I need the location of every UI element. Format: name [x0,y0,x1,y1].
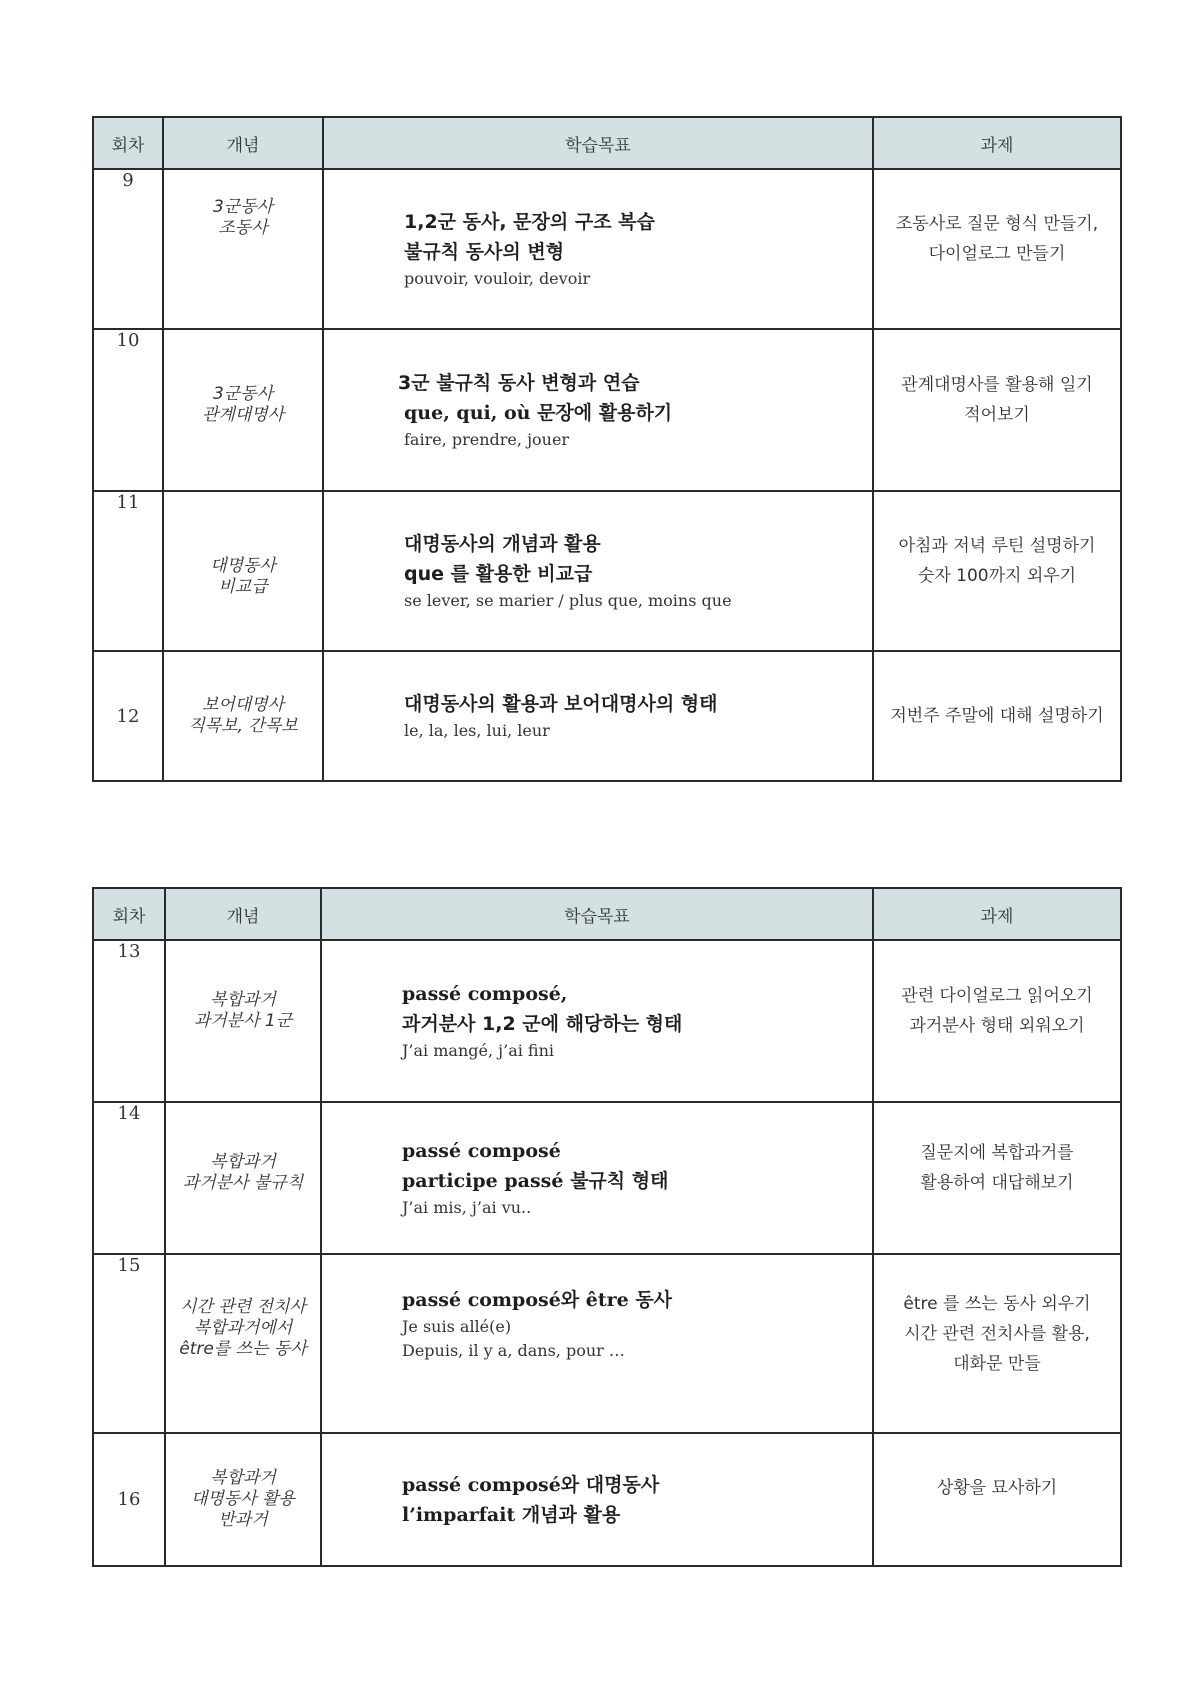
goal-bold-line: que, qui, où 문장에 활용하기 [404,402,673,424]
concept-line: 복합과거 [210,1152,276,1172]
task-line: 적어보기 [964,405,1030,425]
goal-cell [323,651,873,781]
goal-cell [321,1433,873,1566]
concept-line: 관계대명사 [201,405,285,425]
task-cell [873,329,1121,491]
concept-line: 반과거 [218,1510,268,1530]
goal-bold-line: passé composé와 être 동사 [402,1288,673,1311]
task-cell [873,491,1121,651]
curriculum-table [92,116,1122,782]
goal-bold-line: 대명동사의 개념과 활용 [404,533,601,555]
concept-cell [163,491,323,651]
header-concept: 개념 [163,117,323,169]
goal-bold-line: 1,2군 동사, 문장의 구조 복습 [404,211,655,233]
task-line: 관련 다이얼로그 읽어오기 [901,986,1093,1006]
task-cell [873,1433,1121,1566]
goal-bold-line: passé composé, [402,983,568,1005]
goal-bold-line: participe passé 불규칙 형태 [402,1170,669,1192]
session-number: 13 [93,940,165,1102]
header-concept: 개념 [165,888,321,940]
task-cell [873,940,1121,1102]
concept-line: 3군동사 [212,197,274,217]
task-line: 과거분사 형태 외워오기 [909,1016,1085,1036]
curriculum-table [92,887,1122,1567]
table-header-row [93,117,1121,169]
session-number: 14 [93,1102,165,1254]
goal-content [324,207,872,291]
concept-line: 복합과거 [210,990,276,1010]
task-line: 관계대명사를 활용해 일기 [901,375,1093,395]
table-header-row [93,888,1121,940]
concept-line: 과거분사 불규칙 [182,1173,304,1193]
concept-line: 비교급 [218,577,268,597]
task-cell [873,169,1121,329]
task-line: 저번주 주말에 대해 설명하기 [890,706,1104,726]
goal-plain-line: Je suis allé(e) [402,1316,512,1336]
goal-plain-line: faire, prendre, jouer [404,430,570,449]
concept-line: 대명동사 활용 [191,1489,295,1509]
goal-bold-line: 3군 불규칙 동사 변형과 연습 [398,372,640,394]
concept-line: 대명동사 [210,556,276,576]
goal-cell [321,940,873,1102]
concept-line: 복합과거에서 [193,1318,293,1338]
goal-bold-line: passé composé와 대명동사 [402,1473,660,1496]
task-cell [873,1254,1121,1433]
goal-content [322,1470,872,1530]
task-line: 아침과 저녁 루틴 설명하기 [898,536,1096,556]
concept-line: 조동사 [218,218,268,238]
goal-content [324,529,872,613]
concept-line: 직목보, 간목보 [188,716,298,736]
session-number: 9 [93,169,163,329]
concept-cell [163,169,323,329]
session-number: 11 [93,491,163,651]
header-goal: 학습목표 [321,888,873,940]
goal-content [324,368,872,452]
session-number: 10 [93,329,163,491]
concept-cell [165,1102,321,1254]
task-line: 조동사로 질문 형식 만들기, [895,214,1099,234]
task-cell [873,1102,1121,1254]
concept-line: 보어대명사 [201,695,285,715]
goal-bold-line: l’imparfait 개념과 활용 [402,1503,621,1526]
goal-plain-line: se lever, se marier / plus que, moins que [404,591,732,610]
goal-cell [323,169,873,329]
goal-bold-line: 대명동사의 활용과 보어대명사의 형태 [404,693,718,715]
table-row [93,491,1121,651]
task-line: 대화문 만들 [953,1353,1041,1374]
concept-cell [165,940,321,1102]
goal-bold-line: que 를 활용한 비교급 [404,563,593,585]
header-session: 회차 [93,888,165,940]
concept-line: 복합과거 [210,1468,276,1488]
goal-plain-line: J’ai mis, j’ai vu.. [402,1198,532,1217]
goal-content [322,1285,872,1363]
table-row [93,1102,1121,1254]
concept-cell [165,1254,321,1433]
session-number: 15 [93,1254,165,1433]
task-line: 활용하여 대답해보기 [920,1173,1074,1193]
header-task: 과제 [873,117,1121,169]
concept-line: 시간 관련 전치사 [180,1297,306,1317]
task-cell [873,651,1121,781]
concept-cell [163,329,323,491]
concept-line: 과거분사 1군 [193,1011,293,1031]
goal-plain-line: Depuis, il y a, dans, pour … [402,1340,625,1360]
goal-bold-line: passé composé [402,1140,561,1162]
task-line: être 를 쓰는 동사 외우기 [903,1293,1091,1314]
goal-plain-line: J’ai mangé, j’ai fini [402,1041,555,1060]
table-row [93,329,1121,491]
concept-line: 3군동사 [212,384,274,404]
header-task: 과제 [873,888,1121,940]
concept-cell [163,651,323,781]
concept-cell [165,1433,321,1566]
goal-bold-line: 불규칙 동사의 변형 [404,241,565,263]
table-row [93,940,1121,1102]
goal-cell [321,1254,873,1433]
table-row [93,651,1121,781]
goal-content [322,1136,872,1220]
session-number: 16 [93,1433,165,1566]
goal-plain-line: pouvoir, vouloir, devoir [404,269,591,288]
goal-cell [323,329,873,491]
table-row [93,1254,1121,1433]
concept-line: être를 쓰는 동사 [179,1339,307,1359]
task-line: 다이얼로그 만들기 [928,244,1066,264]
goal-content [324,689,872,743]
session-number: 12 [93,651,163,781]
header-goal: 학습목표 [323,117,873,169]
goal-plain-line: le, la, les, lui, leur [404,721,550,740]
task-line: 질문지에 복합과거를 [920,1143,1074,1163]
table-row [93,1433,1121,1566]
table-row [93,169,1121,329]
goal-cell [321,1102,873,1254]
task-line: 상황을 묘사하기 [936,1477,1058,1498]
task-line: 시간 관련 전치사를 활용, [904,1323,1090,1344]
goal-content [322,979,872,1063]
goal-cell [323,491,873,651]
goal-bold-line: 과거분사 1,2 군에 해당하는 형태 [402,1013,683,1035]
task-line: 숫자 100까지 외우기 [917,566,1077,586]
header-session: 회차 [93,117,163,169]
